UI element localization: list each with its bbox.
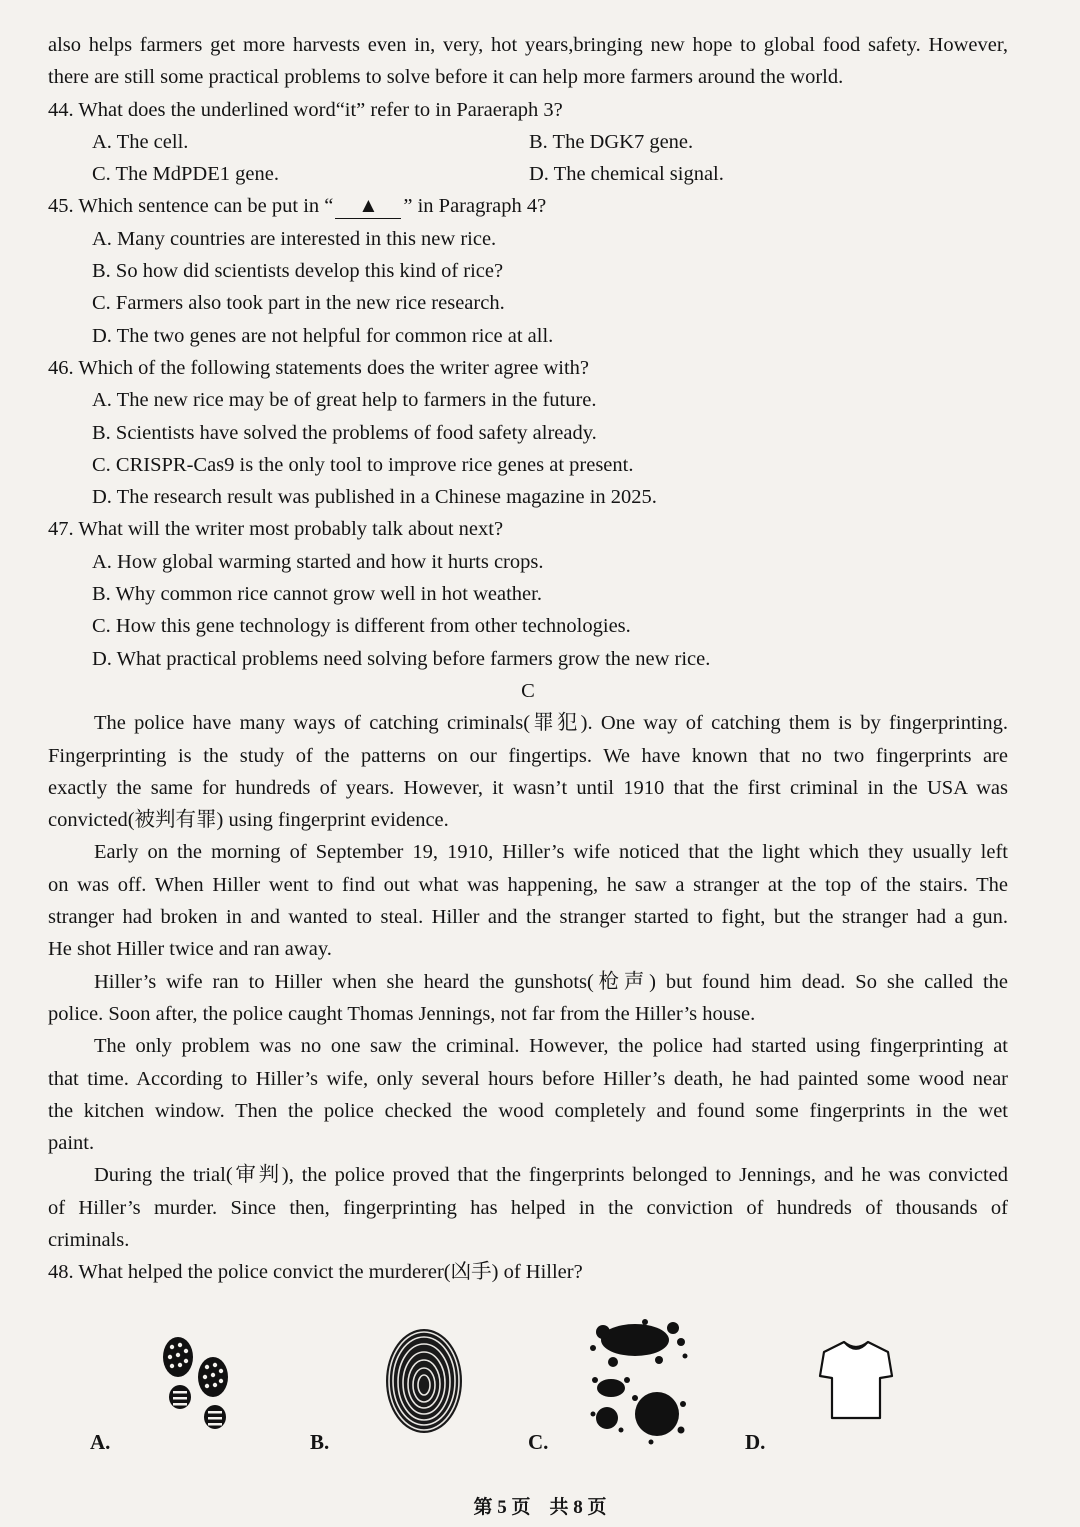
q46-option-a: A. The new rice may be of great help to farmers in the future. [92,389,597,412]
passage-p4-line-1: The only problem was no one saw the criminal. However, the police had started using fingerprinting at [94,1035,1008,1058]
t-shirt-icon [818,1338,894,1422]
q45-option-d: D. The two genes are not helpful for common rice at all. [92,324,554,347]
passage-p2-line-4: He shot Hiller twice and ran away. [48,938,332,961]
q47-question: 47. What will the writer most probably talk about next? [48,518,504,541]
passage-p1-line-2: Fingerprinting is the study of the patterns on our fingertips. We have known that no two fingerprints are [48,744,1008,767]
page-content [48,29,1008,1289]
q44-options-row-2 [48,158,1008,190]
q45-question-pre: 45. Which sentence can be put in “ [48,195,334,218]
q48-option-b-label: B. [310,1430,330,1454]
intro-line-2: there are still some practical problems to solve before it can help more farmers around the world. [48,66,844,89]
ink-splatter-icon [585,1318,695,1446]
passage-p4-line-4: paint. [48,1132,95,1155]
q48-question: 48. What helped the police convict the murderer(凶手) of Hiller? [48,1261,583,1284]
q45-option-b: B. So how did scientists develop this kind of rice? [92,260,504,283]
passage-p3-line-1: Hiller’s wife ran to Hiller when she heard the gunshots(枪声) but found him dead. So she called the [94,970,1008,993]
intro-line-1: also helps farmers get more harvests even in, very, hot years,bringing new hope to global food safety. However, [48,34,1008,56]
q46-option-d: D. The research result was published in a Chinese magazine in 2025. [92,486,657,509]
q46-option-b: B. Scientists have solved the problems of food safety already. [92,421,597,444]
q46-option-c: C. CRISPR-Cas9 is the only tool to improve rice genes at present. [92,453,634,476]
passage-p5-line-3: criminals. [48,1228,130,1251]
q48-option-a-label: A. [90,1430,111,1454]
q44-option-a: A. The cell. [92,130,189,153]
passage-p2-line-2: on was off. When Hiller went to find out what was happening, he saw a stranger at the top of the stairs. The [48,873,1008,896]
passage-p1-line-3: exactly the same for hundreds of years. However, it wasn’t until 1910 that the first criminal in the USA was [48,776,1008,799]
passage-p4-line-3: the kitchen window. Then the police checked the wood completely and found some fingerprints in the wet [48,1099,1008,1122]
q45-option-a: A. Many countries are interested in this new rice. [92,227,497,250]
q45-question [48,190,1008,222]
q44-option-c: C. The MdPDE1 gene. [92,163,279,186]
q45-question-post: ” in Paragraph 4? [403,195,547,218]
q47-option-b: B. Why common rice cannot grow well in hot weather. [92,583,542,606]
passage-p5-line-1: During the trial(审判), the police proved that the fingerprints belonged to Jennings, and he was convicted [94,1164,1008,1187]
q44-option-d: D. The chemical signal. [529,163,724,186]
q44-option-b: B. The DGK7 gene. [529,130,694,153]
passage-p2-line-3: stranger had broken in and wanted to steal. Hiller and the stranger started to fight, but the stranger had a gun. [48,906,1008,929]
q47-option-a: A. How global warming started and how it hurts crops. [92,550,544,573]
q44-options-row-1 [48,126,1008,158]
q46-question: 46. Which of the following statements does the writer agree with? [48,356,590,379]
passage-p3-line-2: police. Soon after, the police caught Thomas Jennings, not far from the Hiller’s house. [48,1002,756,1025]
section-heading-c: C [521,679,535,702]
q48-option-d-label: D. [745,1430,766,1454]
q45-option-c: C. Farmers also took part in the new rice research. [92,292,505,315]
q47-option-c: C. How this gene technology is different from other technologies. [92,615,631,638]
page-footer: 第 5 页 共 8 页 [473,1497,607,1518]
passage-p2-line-1: Early on the morning of September 19, 1910, Hiller’s wife noticed that the light which they usually left [94,841,1008,864]
footprints-icon [150,1335,245,1435]
fingerprint-icon [382,1325,466,1437]
passage-p1-line-1: The police have many ways of catching criminals(罪犯). One way of catching them is by fingerprinting. [94,712,1008,735]
passage-p1-line-4: convicted(被判有罪) using fingerprint evidence. [48,809,449,832]
q47-option-d: D. What practical problems need solving before farmers grow the new rice. [92,647,711,670]
passage-p4-line-2: that time. According to Hiller’s wife, only several hours before Hiller’s death, he had painted some wood near [48,1067,1008,1090]
passage-p5-line-2: of Hiller’s murder. Since then, fingerprinting has helped in the conviction of hundreds of thousands of [48,1196,1008,1219]
q48-option-c-label: C. [528,1430,549,1454]
q44-question: 44. What does the underlined word“it” refer to in Paraeraph 3? [48,98,563,121]
q45-blank: ▲ [335,194,401,219]
